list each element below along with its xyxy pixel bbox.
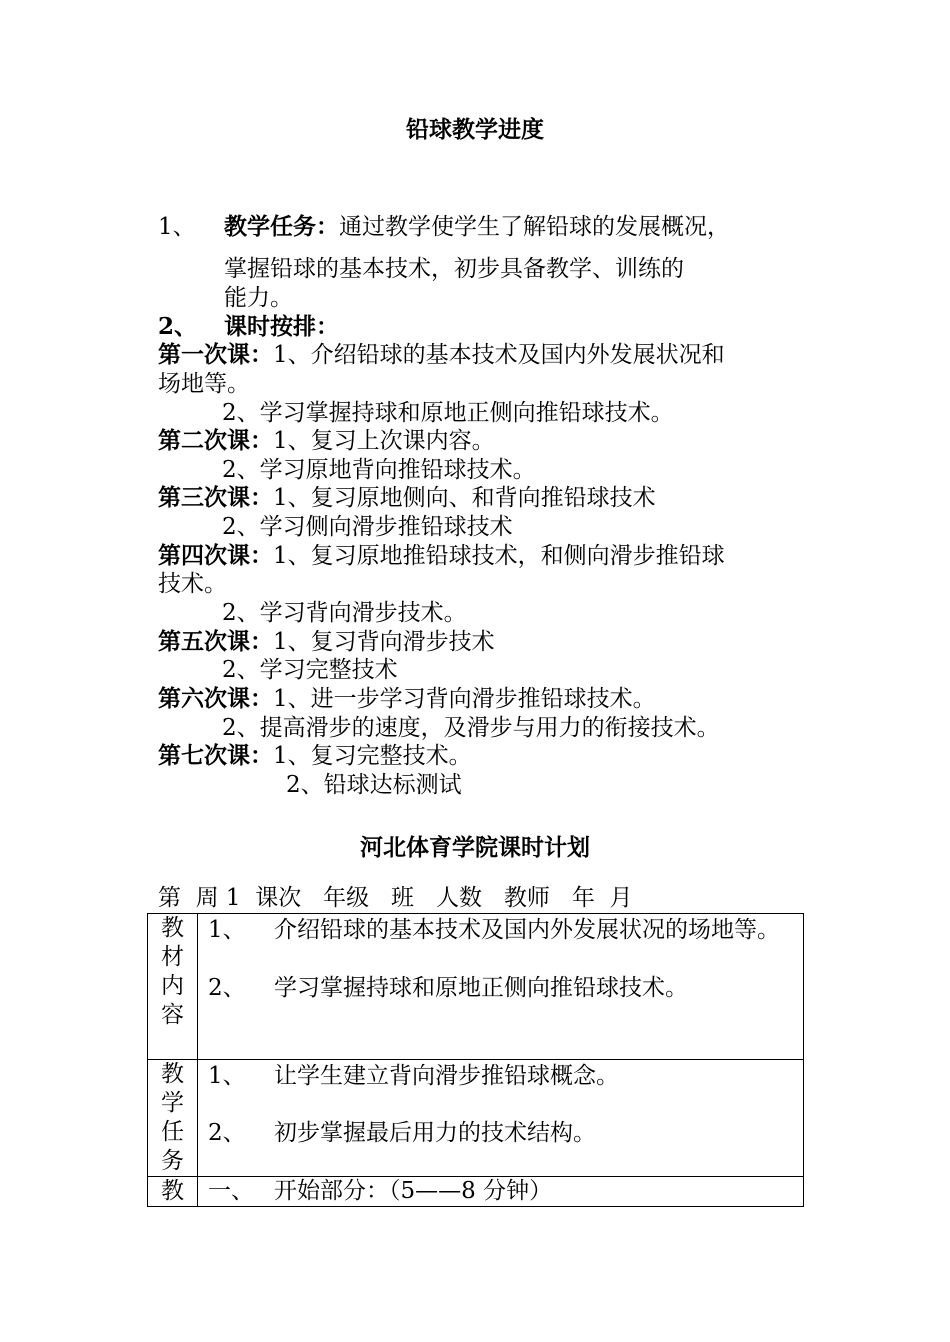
task-text-1: 通过教学使学生了解铅球的发展概况， xyxy=(339,214,730,240)
lesson-1-item-2: 2、学习掌握持球和原地正侧向推铅球技术。 xyxy=(222,400,674,426)
lesson-3-line-1 xyxy=(158,484,656,512)
item-number: 2、 xyxy=(208,1120,246,1146)
lesson-7-item-2: 2、铅球达标测试 xyxy=(286,772,462,798)
lesson-2-item-2: 2、学习原地背向推铅球技术。 xyxy=(222,457,536,483)
lesson-3-item-2: 2、学习侧向滑步推铅球技术 xyxy=(222,514,513,540)
label-char: 容 xyxy=(161,1002,184,1028)
lesson-4-line-1 xyxy=(158,542,725,570)
task-label: 教学任务： xyxy=(224,213,339,240)
tasks-content xyxy=(198,1060,804,1177)
plan-table xyxy=(147,913,804,1207)
lesson-6-label: 第六次课： xyxy=(158,685,273,712)
label-char: 教 xyxy=(161,915,184,941)
lesson-1-item-1-cont: 场地等。 xyxy=(158,371,250,397)
task-text-line-1 xyxy=(224,213,730,241)
lesson-6-item-1: 1、进一步学习背向滑步推铅球技术。 xyxy=(273,686,656,712)
lesson-5-item-1: 1、复习背向滑步技术 xyxy=(273,629,495,655)
label-char: 教 xyxy=(161,1061,184,1087)
task-number: 1、 xyxy=(158,214,196,240)
lesson-4-item-1-cont: 技术。 xyxy=(158,571,227,597)
arrangement-label: 课时按排： xyxy=(224,313,339,340)
materials-content xyxy=(198,914,804,1060)
progress-title: 铅球教学进度 xyxy=(406,116,544,143)
process-content xyxy=(198,1177,804,1207)
item-text: 学习掌握持球和原地正侧向推铅球技术。 xyxy=(274,975,688,1001)
item-number: 一、 xyxy=(208,1178,254,1204)
plan-header: 第 周 1 课次 年级 班 人数 教师 年 月 xyxy=(158,885,633,911)
lesson-3-item-1: 1、复习原地侧向、和背向推铅球技术 xyxy=(273,485,656,511)
table-row-tasks xyxy=(148,1060,804,1177)
lesson-4-item-1: 1、复习原地推铅球技术，和侧向滑步推铅球 xyxy=(273,543,725,569)
plan-title: 河北体育学院课时计划 xyxy=(360,834,590,861)
list-item xyxy=(198,1177,803,1205)
label-char: 材 xyxy=(161,944,184,970)
lesson-4-label: 第四次课： xyxy=(158,542,273,569)
lesson-6-item-2: 2、提高滑步的速度，及滑步与用力的衔接技术。 xyxy=(222,715,720,741)
list-item xyxy=(198,1119,803,1147)
lesson-1-line-1 xyxy=(158,341,725,369)
task-line xyxy=(158,213,196,241)
tasks-label xyxy=(148,1060,198,1177)
item-text: 开始部分：（5——8 分钟） xyxy=(274,1178,553,1204)
item-text: 介绍铅球的基本技术及国内外发展状况的场地等。 xyxy=(274,917,780,943)
process-label xyxy=(148,1177,198,1207)
item-number: 1、 xyxy=(208,917,246,943)
lesson-1-label: 第一次课： xyxy=(158,341,273,368)
list-item xyxy=(198,974,803,1002)
task-text-line-2: 掌握铅球的基本技术，初步具备教学、训练的 xyxy=(224,256,684,282)
lesson-1-item-1: 1、介绍铅球的基本技术及国内外发展状况和 xyxy=(273,342,725,368)
lesson-3-label: 第三次课： xyxy=(158,484,273,511)
lesson-2-label: 第二次课： xyxy=(158,427,273,454)
label-char: 任 xyxy=(161,1119,184,1145)
materials-label xyxy=(148,914,198,1060)
lesson-7-line-1 xyxy=(158,742,472,770)
task-text-line-3: 能力。 xyxy=(224,285,293,311)
lesson-5-label: 第五次课： xyxy=(158,628,273,655)
list-item xyxy=(198,916,803,944)
lesson-2-item-1: 1、复习上次课内容。 xyxy=(273,428,495,454)
label-char: 务 xyxy=(161,1148,184,1174)
lesson-5-item-2: 2、学习完整技术 xyxy=(222,657,398,683)
item-text: 让学生建立背向滑步推铅球概念。 xyxy=(274,1063,619,1089)
item-text: 初步掌握最后用力的技术结构。 xyxy=(274,1120,596,1146)
arrangement-number: 2、 xyxy=(158,313,198,340)
label-char: 学 xyxy=(161,1090,184,1116)
label-char: 教 xyxy=(161,1178,184,1204)
item-number: 2、 xyxy=(208,975,246,1001)
list-item xyxy=(198,1062,803,1090)
lesson-4-item-2: 2、学习背向滑步技术。 xyxy=(222,600,467,626)
item-number: 1、 xyxy=(208,1063,246,1089)
lesson-2-line-1 xyxy=(158,427,495,455)
lesson-6-line-1 xyxy=(158,685,656,713)
lesson-7-item-1: 1、复习完整技术。 xyxy=(273,743,472,769)
lesson-7-label: 第七次课： xyxy=(158,742,273,769)
label-char: 内 xyxy=(161,973,184,999)
lesson-5-line-1 xyxy=(158,628,495,656)
table-row-materials xyxy=(148,914,804,1060)
table-row-process xyxy=(148,1177,804,1207)
